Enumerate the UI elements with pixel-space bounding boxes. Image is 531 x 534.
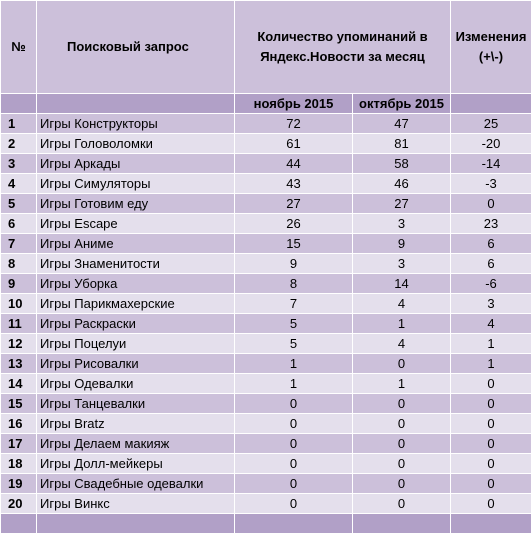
row-change: 0 [451,394,531,414]
table-row [1,354,531,374]
row-oct: 0 [353,474,451,494]
row-number: 1 [1,114,37,134]
row-query: Игры Раскраски [37,314,235,334]
row-oct: 0 [353,394,451,414]
row-nov: 0 [235,414,353,434]
row-change: 6 [451,254,531,274]
table-row [1,314,531,334]
header-num: № [1,1,37,94]
row-query: Игры Уборка [37,274,235,294]
row-query: Игры Аркады [37,154,235,174]
table-row [1,154,531,174]
row-oct: 0 [353,434,451,454]
subheader-nov: ноябрь 2015 [235,94,353,114]
row-change: 0 [451,374,531,394]
row-nov: 0 [235,474,353,494]
row-number: 18 [1,454,37,474]
row-oct: 47 [353,114,451,134]
row-query: Игры Аниме [37,234,235,254]
table-row [1,494,531,514]
row-nov: 0 [235,434,353,454]
row-change: 0 [451,474,531,494]
header-row [1,1,531,94]
row-query: Игры Головоломки [37,134,235,154]
row-oct: 0 [353,414,451,434]
row-nov: 5 [235,334,353,354]
row-number: 10 [1,294,37,314]
row-oct: 4 [353,294,451,314]
row-change: 0 [451,434,531,454]
header-mentions: Количество упоминаний в Яндекс.Новости за месяц [235,1,451,94]
table-row [1,454,531,474]
row-oct: 14 [353,274,451,294]
row-change: 1 [451,354,531,374]
subheader-empty [1,94,37,114]
table-row [1,414,531,434]
row-number: 20 [1,494,37,514]
row-nov: 7 [235,294,353,314]
row-query: Игры Танцевалки [37,394,235,414]
table-row [1,114,531,134]
row-nov: 27 [235,194,353,214]
table-row [1,174,531,194]
row-query: Игры Долл-мейкеры [37,454,235,474]
row-change: 1 [451,334,531,354]
row-query: Игры Одевалки [37,374,235,394]
row-number: 6 [1,214,37,234]
row-query: Игры Винкс [37,494,235,514]
row-change: 25 [451,114,531,134]
row-nov: 0 [235,454,353,474]
row-oct: 4 [353,334,451,354]
row-number: 8 [1,254,37,274]
table-row [1,434,531,454]
row-nov: 43 [235,174,353,194]
table-row [1,214,531,234]
table-row [1,234,531,254]
row-query: Игры Рисовалки [37,354,235,374]
row-number: 11 [1,314,37,334]
header-query: Поисковый запрос [37,1,235,94]
row-number: 16 [1,414,37,434]
table-row [1,134,531,154]
row-oct: 9 [353,234,451,254]
row-query: Игры Поцелуи [37,334,235,354]
row-query: Игры Парикмахерские [37,294,235,314]
row-number: 14 [1,374,37,394]
row-nov: 9 [235,254,353,274]
table-row [1,274,531,294]
row-nov: 26 [235,214,353,234]
footer-row [1,514,531,534]
row-nov: 1 [235,374,353,394]
row-query: Игры Симуляторы [37,174,235,194]
row-change: -6 [451,274,531,294]
subheader-row [1,94,531,114]
row-change: -20 [451,134,531,154]
row-nov: 44 [235,154,353,174]
row-change: 0 [451,414,531,434]
row-query: Игры Знаменитости [37,254,235,274]
row-change: 4 [451,314,531,334]
row-number: 17 [1,434,37,454]
row-query: Игры Свадебные одевалки [37,474,235,494]
row-change: 0 [451,454,531,474]
row-oct: 3 [353,254,451,274]
subheader-empty [37,94,235,114]
row-number: 2 [1,134,37,154]
row-nov: 15 [235,234,353,254]
row-oct: 0 [353,354,451,374]
row-number: 9 [1,274,37,294]
row-oct: 0 [353,494,451,514]
row-number: 4 [1,174,37,194]
row-change: 3 [451,294,531,314]
row-oct: 0 [353,454,451,474]
row-oct: 1 [353,374,451,394]
row-change: -3 [451,174,531,194]
table-row [1,194,531,214]
row-change: 6 [451,234,531,254]
row-nov: 0 [235,394,353,414]
table-body [1,114,531,514]
row-query: Игры Bratz [37,414,235,434]
table-row [1,394,531,414]
row-change: 0 [451,194,531,214]
row-query: Игры Делаем макияж [37,434,235,454]
row-number: 5 [1,194,37,214]
row-query: Игры Конструкторы [37,114,235,134]
row-change: 0 [451,494,531,514]
row-number: 12 [1,334,37,354]
row-oct: 27 [353,194,451,214]
table-row [1,254,531,274]
row-nov: 5 [235,314,353,334]
row-nov: 1 [235,354,353,374]
row-oct: 46 [353,174,451,194]
row-number: 3 [1,154,37,174]
row-change: -14 [451,154,531,174]
row-number: 15 [1,394,37,414]
row-oct: 58 [353,154,451,174]
table-row [1,374,531,394]
row-number: 13 [1,354,37,374]
subheader-empty [451,94,531,114]
row-number: 19 [1,474,37,494]
row-oct: 3 [353,214,451,234]
row-query: Игры Escape [37,214,235,234]
row-nov: 72 [235,114,353,134]
row-oct: 81 [353,134,451,154]
table-row [1,334,531,354]
row-oct: 1 [353,314,451,334]
row-nov: 0 [235,494,353,514]
row-nov: 8 [235,274,353,294]
table-row [1,474,531,494]
row-nov: 61 [235,134,353,154]
header-change: Изменения (+\-) [451,1,531,94]
table-row [1,294,531,314]
row-number: 7 [1,234,37,254]
row-query: Игры Готовим еду [37,194,235,214]
row-change: 23 [451,214,531,234]
subheader-oct: октябрь 2015 [353,94,451,114]
